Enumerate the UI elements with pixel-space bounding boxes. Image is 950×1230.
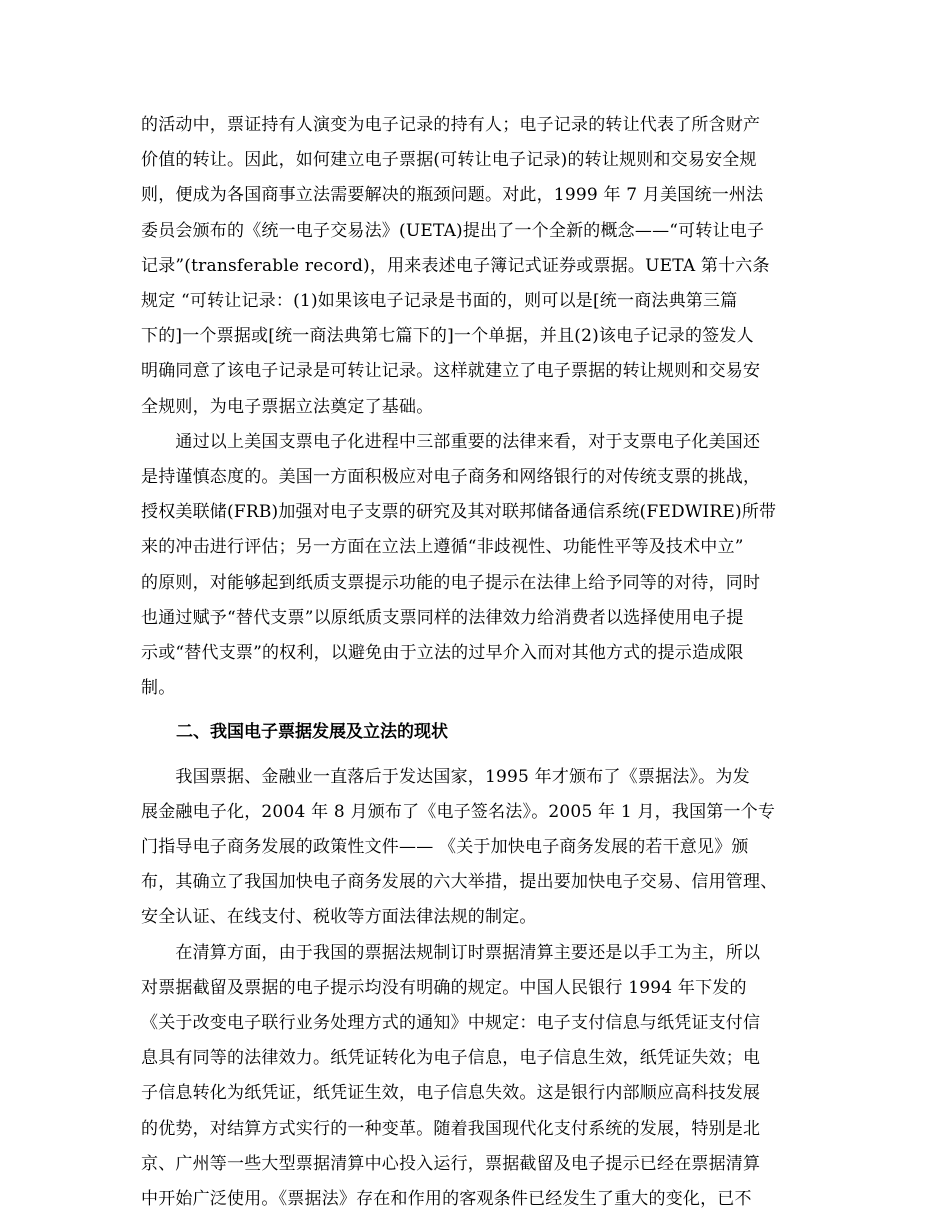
text-line: 委员会颁布的《统一电子交易法》(UETA)提出了一个全新的概念——“可转让电子: [141, 221, 765, 241]
text-line: 全规则，为电子票据立法奠定了基础。: [141, 397, 434, 417]
text-line: 门指导电子商务发展的政策性文件—— 《关于加快电子商务发展的若干意见》颁: [141, 837, 749, 857]
text-line: 息具有同等的法律效力。纸凭证转化为电子信息，电子信息生效，纸凭证失效；电: [141, 1048, 761, 1068]
text-line: 《关于改变电子联行业务处理方式的通知》中规定：电子支付信息与纸凭证支付信: [141, 1013, 761, 1033]
text-line: 布，其确立了我国加快电子商务发展的六大举措，提出要加快电子交易、信用管理、: [141, 872, 778, 892]
text-line: 中开始广泛使用。《票据法》存在和作用的客观条件已经发生了重大的变化，已不: [141, 1189, 752, 1209]
text-line: 通过以上美国支票电子化进程中三部重要的法律来看，对于支票电子化美国还: [141, 432, 761, 452]
text-line: 来的冲击进行评估；另一方面在立法上遵循“非歧视性、功能性平等及技术中立”: [141, 537, 744, 557]
text-line: 价值的转让。因此，如何建立电子票据(可转让电子记录)的转让规则和交易安全规: [141, 150, 757, 170]
text-line: 对票据截留及票据的电子提示均没有明确的规定。中国人民银行 1994 年下发的: [141, 978, 747, 998]
text-line: 明确同意了该电子记录是可转让记录。这样就建立了电子票据的转让规则和交易安: [141, 361, 761, 381]
text-line: 记录”(transferable record)，用来表述电子簿记式证券或票据。UETA 第十六条: [141, 256, 770, 276]
text-line: 在清算方面，由于我国的票据法规制订时票据清算主要还是以手工为主，所以: [141, 943, 761, 963]
text-line: 的原则，对能够起到纸质支票提示功能的电子提示在法律上给予同等的对待，同时: [141, 573, 761, 593]
text-line: 制。: [141, 678, 176, 698]
text-line: 我国票据、金融业一直落后于发达国家，1995 年才颁布了《票据法》。为发: [141, 767, 750, 787]
text-line: 的优势，对结算方式实行的一种变革。随着我国现代化支付系统的发展，特别是北: [141, 1119, 761, 1139]
section-heading: 二、我国电子票据发展及立法的现状: [176, 722, 448, 742]
text-line: 子信息转化为纸凭证，纸凭证生效，电子信息失效。这是银行内部顺应高科技发展: [141, 1083, 761, 1103]
text-line: 则，便成为各国商事立法需要解决的瓶颈问题。对此，1999 年 7 月美国统一州法: [141, 185, 764, 205]
text-line: 示或“替代支票”的权利，以避免由于立法的过早介入而对其他方式的提示造成限: [141, 643, 744, 663]
text-line: 下的]一个票据或[统一商法典第七篇下的]一个单据，并且(2)该电子记录的签发人: [141, 326, 754, 346]
text-line: 授权美联储(FRB)加强对电子支票的研究及其对联邦储备通信系统(FEDWIRE)所带: [141, 502, 777, 522]
text-line: 展金融电子化，2004 年 8 月颁布了《电子签名法》。2005 年 1 月，我国第一个专: [141, 802, 776, 822]
text-line: 京、广州等一些大型票据清算中心投入运行，票据截留及电子提示已经在票据清算: [141, 1154, 761, 1174]
text-line: 是持谨慎态度的。美国一方面积极应对电子商务和网络银行的对传统支票的挑战，: [141, 467, 761, 487]
text-line: 规定 “可转让记录：(1)如果该电子记录是书面的，则可以是[统一商法典第三篇: [141, 291, 738, 311]
text-line: 安全认证、在线支付、税收等方面法律法规的制定。: [141, 907, 537, 927]
text-line: 的活动中，票证持有人演变为电子记录的持有人；电子记录的转让代表了所含财产: [141, 115, 761, 135]
text-line: 也通过赋予“替代支票”以原纸质支票同样的法律效力给消费者以选择使用电子提: [141, 608, 744, 628]
